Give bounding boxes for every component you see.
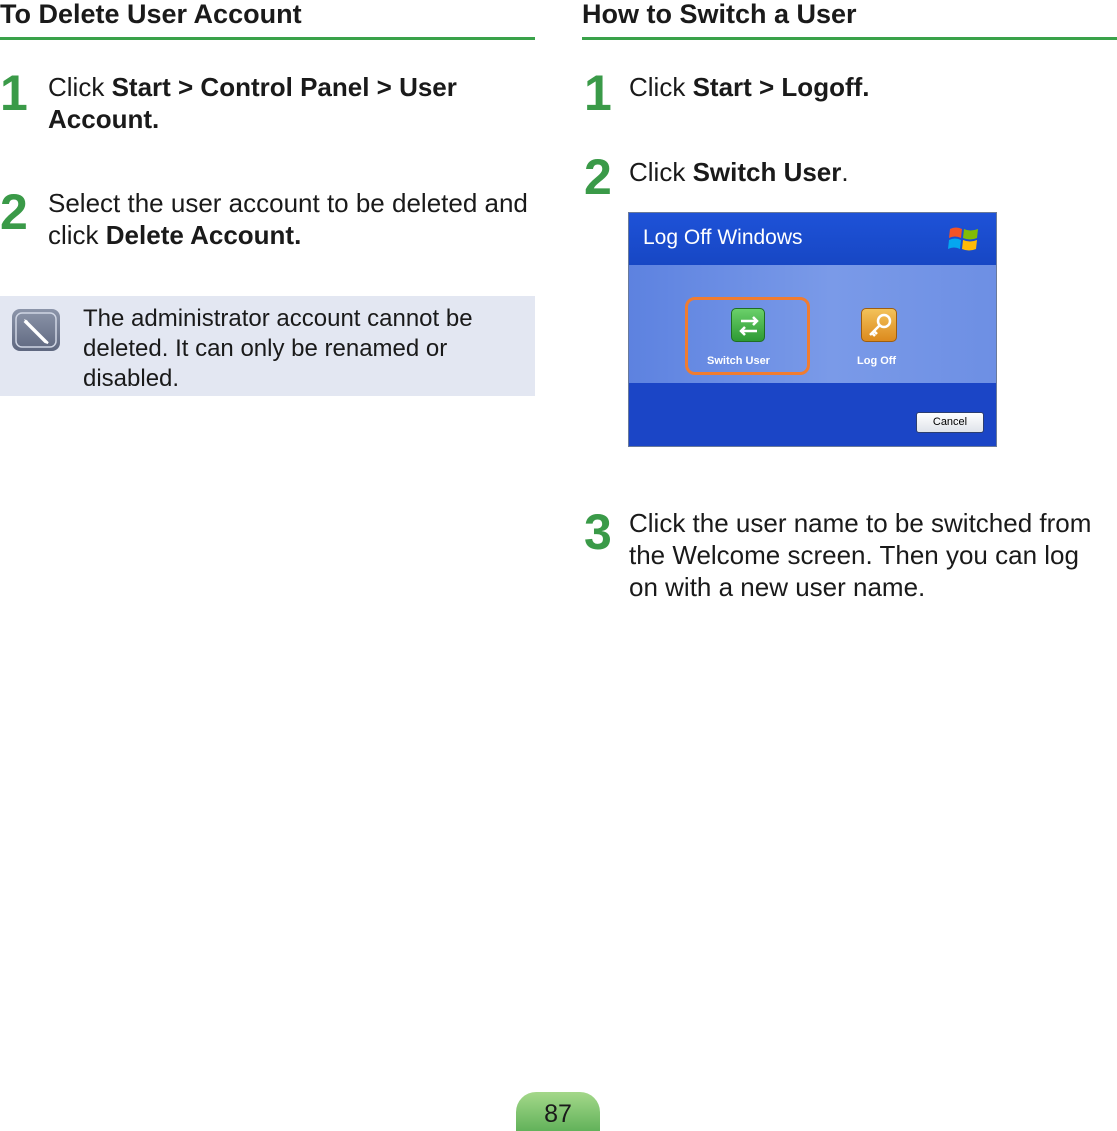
log-off-label: Log Off — [857, 355, 897, 367]
log-off-dialog-screenshot — [628, 212, 997, 447]
note-text: The administrator account cannot be deleted. It can only be renamed or disabled. — [83, 305, 473, 392]
page-number: 87 — [516, 1092, 600, 1131]
switch-user-icon[interactable] — [731, 308, 765, 342]
right-step-2-text: Click Switch User. — [629, 157, 849, 187]
right-step-1-text: Click Start > Logoff. — [629, 72, 870, 102]
right-step-1-number: 1 — [584, 65, 611, 121]
note-pencil-icon — [12, 309, 60, 351]
left-step-2-number: 2 — [0, 184, 27, 240]
left-step-2-text: Select the user account to be deleted and click Delete Account. — [48, 188, 528, 250]
left-step-1-number: 1 — [0, 65, 27, 121]
cancel-button[interactable]: Cancel — [916, 412, 984, 433]
left-section-title: To Delete User Account — [0, 0, 302, 29]
dialog-title-bar — [629, 213, 996, 265]
windows-flag-icon — [948, 223, 980, 255]
dialog-title: Log Off Windows — [643, 226, 803, 249]
log-off-key-icon[interactable] — [861, 308, 897, 342]
right-title-rule — [582, 37, 1117, 40]
left-title-rule — [0, 37, 535, 40]
right-step-2-number: 2 — [584, 149, 611, 205]
note-box — [0, 296, 535, 396]
right-step-3-number: 3 — [584, 504, 611, 560]
left-step-1-text: Click Start > Control Panel > User Account. — [48, 72, 457, 134]
switch-user-label: Switch User — [707, 355, 770, 367]
right-section-title: How to Switch a User — [582, 0, 857, 29]
right-step-3-text: Click the user name to be switched from the Welcome screen. Then you can log on with a new user name. — [629, 508, 1092, 602]
